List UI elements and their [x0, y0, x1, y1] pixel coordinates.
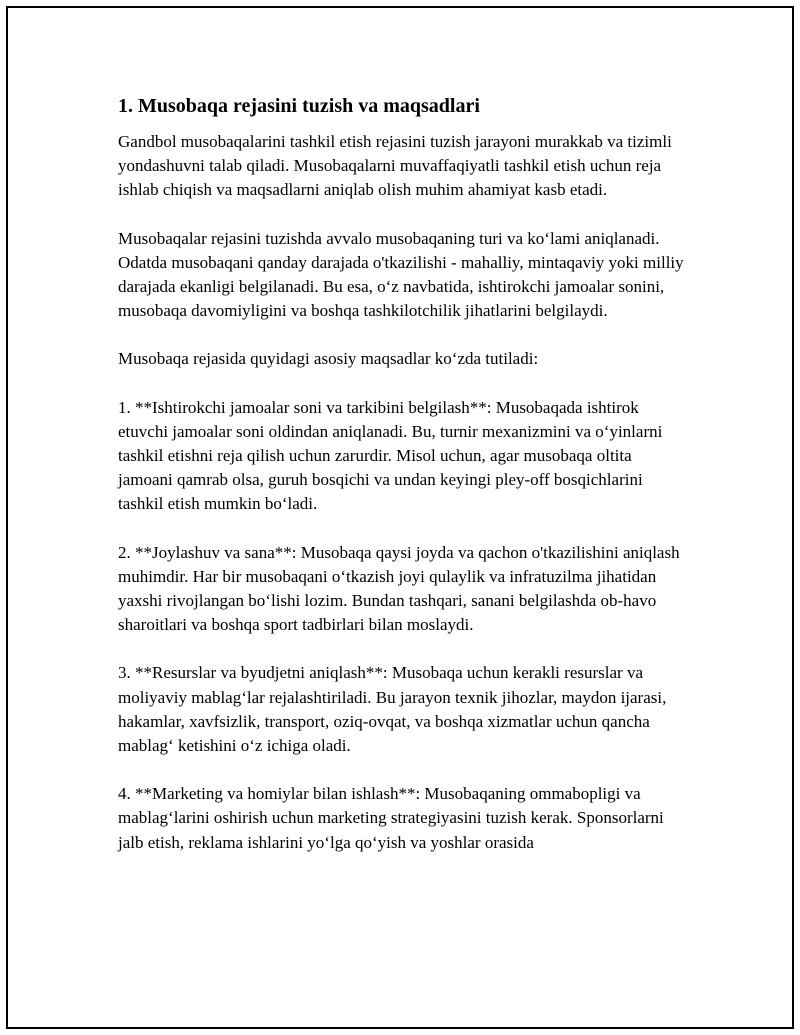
document-body	[118, 92, 688, 879]
paragraph-scope: Musobaqalar rejasini tuzishda avvalo musobaqaning turi va koʻlami aniqlanadi. Odatda musobaqani qanday darajada o'tkazilishi - mahalliy, mintaqaviy yoki milliy darajada ekanligi belgilanadi. Bu esa, oʻz navbatida, ishtirokchi jamoalar sonini, musobaqa davomiyligini va boshqa tashkilotchilik jihatlarini belgilaydi.	[118, 228, 684, 321]
section-heading: 1. Musobaqa rejasini tuzish va maqsadlari	[118, 95, 480, 117]
list-item-location: 2. **Joylashuv va sana**: Musobaqa qaysi joyda va qachon o'tkazilishini aniqlash muhimdir. Har bir musobaqani oʻtkazish joyi qulaylik va infratuzilma jihatidan yaxshi rivojlangan boʻlishi lozim. Bundan tashqari, sanani belgilashda ob-havo sharoitlari va boshqa sport tadbirlari bilan moslaydi.	[118, 542, 680, 635]
list-item-teams: 1. **Ishtirokchi jamoalar soni va tarkibini belgilash**: Musobaqada ishtirok etuvchi jamoalar soni oldindan aniqlanadi. Bu, turnir mexanizmini va oʻyinlarni tashkil etishni reja qilish uchun zarurdir. Misol uchun, agar musobaqa oltita jamoani qamrab olsa, guruh bosqichi va undan keyingi pley-off bosqichlarini tashkil etish mumkin boʻladi.	[118, 397, 663, 514]
list-item-marketing: 4. **Marketing va homiylar bilan ishlash**: Musobaqaning ommabopligi va mablagʻlarini oshirish uchun marketing strategiyasini tuzish kerak. Sponsorlarni jalb etish, reklama ishlarini yoʻlga qoʻyish va yoshlar orasida	[118, 784, 664, 852]
list-item-resources: 3. **Resurslar va byudjetni aniqlash**: Musobaqa uchun kerakli resurslar va moliyaviy mablagʻlar rejalashtiriladi. Bu jarayon texnik jihozlar, maydon ijarasi, hakamlar, xavfsizlik, transport, oziq-ovqat, va boshqa xizmatlar uchun qancha mablagʻ ketishini oʻz ichiga oladi.	[118, 663, 667, 756]
paragraph-goals-intro: Musobaqa rejasida quyidagi asosiy maqsadlar koʻzda tutiladi:	[118, 349, 539, 369]
paragraph-intro: Gandbol musobaqalarini tashkil etish rejasini tuzish jarayoni murakkab va tizimli yondashuvni talab qiladi. Musobaqalarni muvaffaqiyatli tashkil etish uchun reja ishlab chiqish va maqsadlarni aniqlab olish muhim ahamiyat kasb etadi.	[118, 132, 672, 200]
